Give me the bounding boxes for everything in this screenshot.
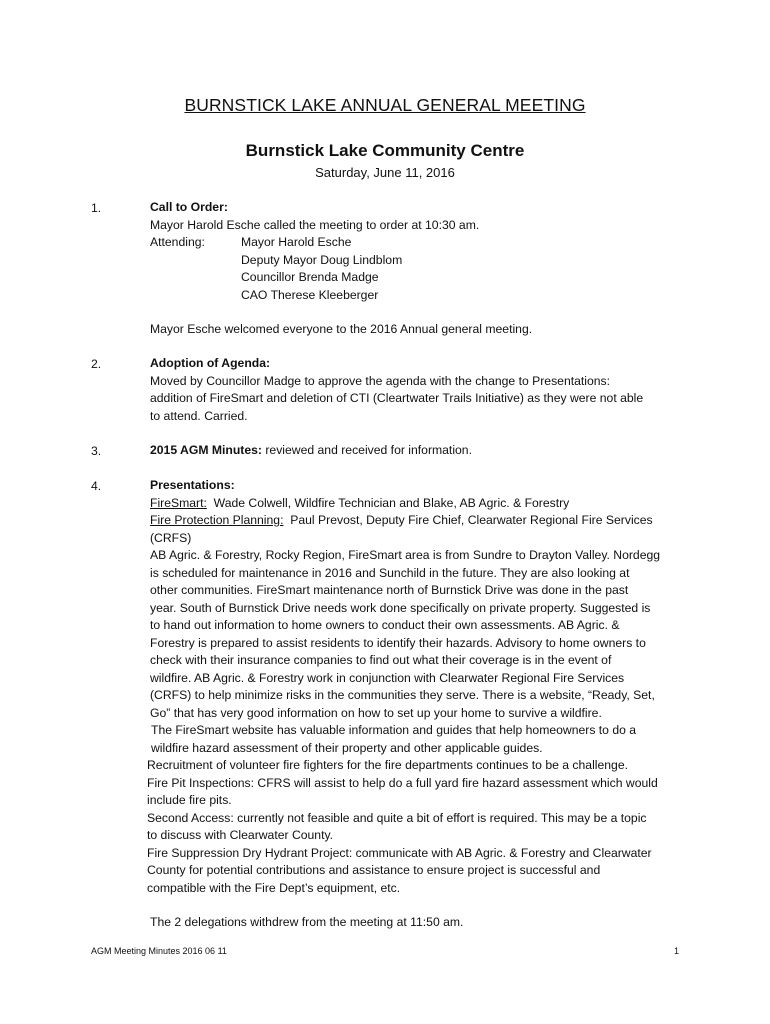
attendee: CAO Therese Kleeberger	[241, 287, 379, 302]
item-number-1: 1.	[91, 201, 102, 215]
item-2-line: Moved by Councillor Madge to approve the agenda with the change to Presentations:	[150, 373, 611, 388]
attending-row	[150, 234, 682, 252]
item-number-3: 3.	[91, 444, 102, 458]
discussion-line: compatible with the Fire Dept’s equipment, etc.	[147, 880, 401, 895]
fire-protection-planning-label: Fire Protection Planning:	[150, 513, 284, 527]
presentation-line: year. South of Burnstick Drive needs work done specifically on private property. Suggested is	[150, 600, 651, 615]
item-3-text: reviewed and received for information.	[261, 443, 472, 457]
item-2-line: to attend. Carried.	[150, 408, 248, 423]
item-2-section	[150, 355, 682, 425]
item-number-4: 4.	[91, 479, 102, 493]
website-line: wildfire hazard assessment of their property and other applicable guides.	[151, 740, 543, 755]
discussion-line: to discuss with Clearwater County.	[147, 828, 334, 842]
attending-label: Attending:	[150, 235, 205, 249]
footer-document-name: AGM Meeting Minutes 2016 06 11	[91, 946, 227, 956]
item-2-line: addition of FireSmart and deletion of CTI (Cleartwater Trails Initiative) as they were not able	[150, 391, 644, 405]
presentation-line: AB Agric. & Forestry, Rocky Region, FireSmart area is from Sundre to Drayton Valley. Nordegg	[150, 548, 661, 562]
item-1-text: Mayor Harold Esche called the meeting to order at 10:30 am.	[150, 217, 480, 232]
item-4-heading: Presentations:	[150, 478, 235, 492]
discussion-line: Fire Suppression Dry Hydrant Project: communicate with AB Agric. & Forestry and Clearwater	[147, 845, 652, 860]
presentation-line: Go” that has very good information on how to set up your home to survive a wildfire.	[150, 705, 602, 720]
item-1-section	[150, 199, 682, 339]
presentation-line: is scheduled for maintenance in 2016 and Sunchild in the future. They are also looking at	[150, 565, 630, 580]
presentation-line: other communities. FireSmart maintenance north of Burnstick Drive was done in the past	[150, 583, 629, 597]
firesmart-text: Wade Colwell, Wildfire Technician and Blake, AB Agric. & Forestry	[206, 495, 570, 510]
presentation-line: wildfire. AB Agric. & Forestry work in conjunction with Clearwater Regional Fire Services	[150, 670, 625, 685]
attendee: Mayor Harold Esche	[241, 235, 352, 249]
discussion-line: County for potential contributions and assistance to ensure project is successful and	[147, 863, 601, 877]
presentation-line: (CRFS) to help minimize risks in the communities they serve. There is a website, “Ready, Set,	[150, 688, 655, 702]
item-number-2: 2.	[91, 357, 102, 371]
fire-protection-planning-cont: (CRFS)	[150, 530, 192, 545]
fire-protection-planning-text: Paul Prevost, Deputy Fire Chief, Clearwater Regional Fire Services	[283, 513, 653, 527]
meeting-location: Burnstick Lake Community Centre	[245, 141, 525, 160]
discussion-line: Fire Pit Inspections: CFRS will assist to help do a full yard fire hazard assessment which would	[147, 775, 658, 790]
presentation-line: Forestry is prepared to assist residents to identify their hazards. Advisory to home owners to	[150, 635, 646, 650]
item-4-section	[147, 477, 682, 932]
item-3-section	[150, 442, 682, 460]
discussion-line: Recruitment of volunteer fire fighters for the fire departments continues to be a challenge.	[147, 758, 628, 772]
attendee: Councillor Brenda Madge	[241, 270, 379, 284]
discussion-line: Second Access: currently not feasible and quite a bit of effort is required. This may be a topic	[147, 810, 647, 825]
item-1-welcome: Mayor Esche welcomed everyone to the 2016 Annual general meeting.	[150, 322, 533, 336]
document-title: BURNSTICK LAKE ANNUAL GENERAL MEETING	[184, 95, 586, 115]
closing-line: The 2 delegations withdrew from the meeting at 11:50 am.	[150, 915, 464, 929]
item-2-heading: Adoption of Agenda:	[150, 356, 271, 370]
website-line: The FireSmart website has valuable information and guides that help homeowners to do a	[151, 723, 637, 737]
firesmart-label: FireSmart:	[150, 495, 207, 510]
page-number: 1	[674, 946, 680, 956]
presentation-line: check with their insurance companies to find out what their coverage is in the event of	[150, 653, 612, 667]
discussion-line: include fire pits.	[147, 793, 232, 807]
presentation-line: to hand out information to home owners to conduct their own assessments. AB Agric. &	[150, 618, 620, 632]
attendee: Deputy Mayor Doug Lindblom	[241, 252, 403, 267]
meeting-date: Saturday, June 11, 2016	[315, 165, 455, 180]
item-3-heading: 2015 AGM Minutes:	[150, 443, 262, 457]
item-1-heading: Call to Order:	[150, 200, 228, 214]
